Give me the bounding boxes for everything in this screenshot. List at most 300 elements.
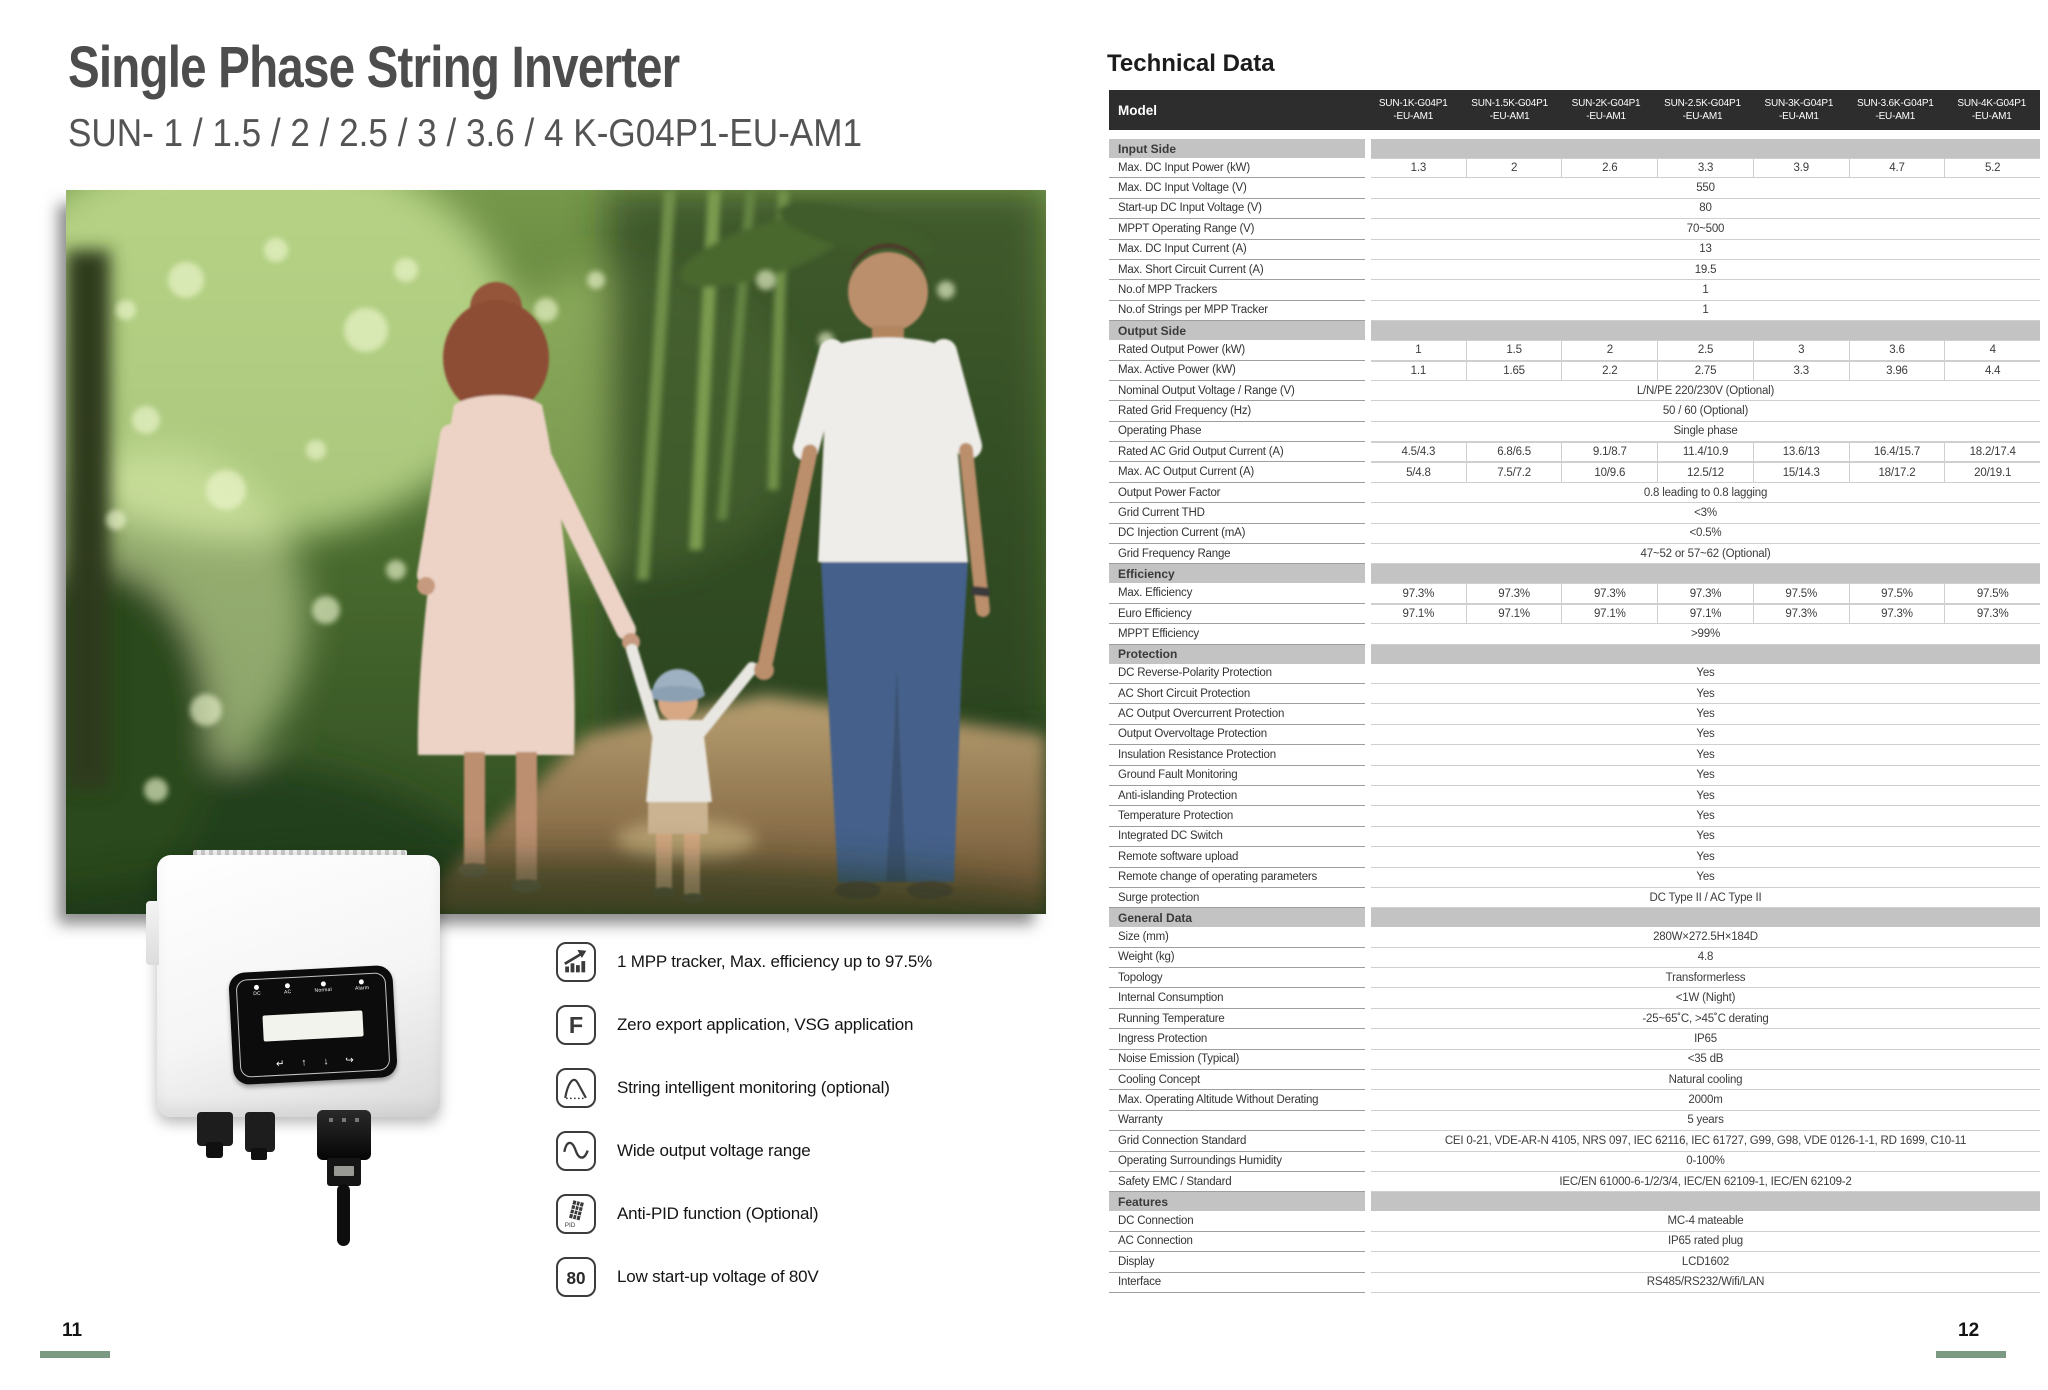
spec-values — [1371, 301, 2040, 321]
feature-item — [556, 1194, 1026, 1234]
spec-values — [1371, 1131, 2040, 1151]
forest-scene-illustration — [66, 190, 1046, 914]
spec-values — [1371, 381, 2040, 401]
model-name-line2: -EU-AM1 — [1682, 111, 1723, 122]
table-row — [1109, 544, 2040, 564]
spec-value-cell: DC Type II / AC Type II — [1649, 891, 1762, 904]
table-row — [1109, 888, 2040, 908]
spec-label-cell: Remote software upload — [1109, 847, 1365, 867]
table-row — [1109, 1152, 2040, 1172]
section-band — [1371, 908, 2040, 927]
table-row — [1109, 968, 2040, 988]
table-row — [1109, 422, 2040, 442]
spec-value-cell: 1.65 — [1466, 362, 1562, 380]
led-label: Normal — [314, 986, 333, 994]
family-photo — [66, 190, 1046, 914]
model-column-header — [1365, 90, 1461, 130]
spec-value-cell: 2 — [1561, 341, 1657, 359]
spec-value-cell: 0-100% — [1686, 1155, 1725, 1168]
page-subtitle: SUN- 1 / 1.5 / 2 / 2.5 / 3 / 3.6 / 4 K-G04P1-EU-AM1 — [68, 112, 862, 155]
model-column-header — [1654, 90, 1750, 130]
spec-label-cell: Euro Efficiency — [1109, 604, 1365, 624]
spec-value-cell: Yes — [1696, 667, 1715, 680]
spec-label-cell: MPPT Efficiency — [1109, 624, 1365, 644]
spec-values — [1371, 1232, 2040, 1252]
spec-label-cell: Output Power Factor — [1109, 483, 1365, 503]
led-indicator-dc — [253, 985, 261, 997]
letter-f-icon — [556, 1005, 596, 1045]
table-row — [1109, 827, 2040, 847]
spec-value-cell: 1.5 — [1466, 341, 1562, 359]
spec-values — [1371, 1050, 2040, 1070]
table-row — [1109, 1070, 2040, 1090]
feature-label: Anti-PID function (Optional) — [617, 1204, 819, 1223]
spec-value-cell: IP65 — [1694, 1032, 1717, 1045]
spec-value-cell: 97.3% — [1402, 587, 1435, 600]
spec-value-cell: Natural cooling — [1668, 1073, 1743, 1086]
spec-value-cell: 97.3% — [1849, 605, 1945, 623]
spec-label-cell: Rated Grid Frequency (Hz) — [1109, 401, 1365, 421]
spec-value-cell: >99% — [1691, 627, 1720, 640]
model-header-cell: Model — [1118, 102, 1157, 118]
svg-text:PID: PID — [564, 1222, 576, 1230]
table-row — [1109, 1111, 2040, 1131]
80-icon — [556, 1257, 596, 1297]
spec-label-cell: Operating Phase — [1109, 422, 1365, 442]
spec-label-cell: Weight (kg) — [1109, 948, 1365, 968]
spec-value-cell: Yes — [1696, 769, 1715, 782]
table-row — [1109, 868, 2040, 888]
spec-values — [1371, 361, 2040, 381]
spec-label-cell: Remote change of operating parameters — [1109, 868, 1365, 888]
table-row — [1109, 361, 2040, 381]
spec-values — [1371, 1273, 2040, 1293]
spec-value-cell: IEC/EN 61000-6-1/2/3/4, IEC/EN 62109-1, IEC/EN 62109-2 — [1559, 1175, 1852, 1188]
spec-value-cell: 15/14.3 — [1753, 463, 1849, 481]
led-dot — [254, 985, 259, 990]
spec-value-cell: 0.8 leading to 0.8 lagging — [1643, 486, 1768, 499]
table-row — [1109, 1090, 2040, 1110]
down-button-icon: ↓ — [323, 1056, 329, 1068]
panel-button-row — [251, 1055, 379, 1072]
spec-values — [1371, 704, 2040, 724]
section-label: Output Side — [1109, 321, 1365, 340]
spec-label-cell: Max. Efficiency — [1109, 583, 1365, 603]
spec-values — [1371, 503, 2040, 523]
table-row — [1109, 1009, 2040, 1029]
table-row — [1109, 340, 2040, 360]
spec-values — [1371, 745, 2040, 765]
spec-values — [1371, 544, 2040, 564]
page-title: Single Phase String Inverter — [68, 35, 680, 100]
spec-value-cell: Transformerless — [1665, 971, 1746, 984]
model-name-line2: -EU-AM1 — [1971, 111, 2012, 122]
section-header-row — [1109, 564, 2040, 583]
section-band — [1371, 564, 2040, 583]
spec-value-cell: Yes — [1696, 748, 1715, 761]
spec-value-cell: Single phase — [1673, 425, 1738, 438]
spec-value-cell: 97.1% — [1657, 605, 1753, 623]
spec-value-cell: 97.5% — [1753, 584, 1849, 602]
feature-label: Low start-up voltage of 80V — [617, 1267, 819, 1286]
table-row — [1109, 704, 2040, 724]
feature-item — [556, 1131, 1026, 1171]
spec-values — [1371, 1152, 2040, 1172]
table-row — [1109, 583, 2040, 603]
spec-values — [1371, 624, 2040, 644]
spec-value-cell: 47~52 or 57~62 (Optional) — [1640, 547, 1771, 560]
mpp-tracker-chart-icon — [556, 942, 596, 982]
spec-label-cell: Display — [1109, 1252, 1365, 1272]
spec-label-cell: Safety EMC / Standard — [1109, 1172, 1365, 1192]
spec-label-cell: Ingress Protection — [1109, 1029, 1365, 1049]
spec-values — [1371, 1029, 2040, 1049]
section-header-row — [1109, 321, 2040, 340]
table-row — [1109, 219, 2040, 239]
table-row — [1109, 725, 2040, 745]
model-name-line1: SUN-3.6K-G04P1 — [1856, 98, 1934, 109]
page-number-left: 11 — [62, 1320, 83, 1341]
spec-label-cell: MPPT Operating Range (V) — [1109, 219, 1365, 239]
page-number-right: 12 — [1958, 1320, 1980, 1341]
spec-value-cell: 2000m — [1688, 1094, 1723, 1107]
spec-values — [1371, 1090, 2040, 1110]
spec-values — [1371, 199, 2040, 219]
section-header-row — [1109, 645, 2040, 664]
section-label: Efficiency — [1109, 564, 1365, 583]
model-column-header — [1944, 90, 2040, 130]
spec-value-cell: 6.8/6.5 — [1466, 443, 1562, 461]
spec-value-cell: 3 — [1753, 341, 1849, 359]
lcd-screen — [262, 1010, 363, 1041]
inverter-product-image — [157, 855, 442, 1255]
spec-value-cell: 4.7 — [1849, 159, 1945, 177]
up-button-icon: ↑ — [301, 1057, 307, 1069]
spec-value-cell: 20/19.1 — [1944, 463, 2040, 481]
spec-label-cell: AC Output Overcurrent Protection — [1109, 704, 1365, 724]
table-header-row — [1109, 90, 2040, 130]
spec-values — [1371, 422, 2040, 442]
spec-values — [1371, 927, 2040, 947]
led-label: DC — [253, 990, 262, 998]
spec-value-cell: 5.2 — [1944, 159, 2040, 177]
ac-connector-pins — [329, 1118, 359, 1122]
spec-values — [1371, 1070, 2040, 1090]
spec-values — [1371, 786, 2040, 806]
table-row — [1109, 766, 2040, 786]
spec-value-cell: 97.5% — [1944, 584, 2040, 602]
spec-values — [1371, 1211, 2040, 1231]
spec-values — [1371, 158, 2040, 178]
spec-values — [1371, 988, 2040, 1008]
spec-value-cell: 10/9.6 — [1561, 463, 1657, 481]
table-row — [1109, 1273, 2040, 1293]
spec-value-cell: 4.8 — [1697, 951, 1714, 964]
spec-value-cell: 2.6 — [1561, 159, 1657, 177]
spec-label-cell: Grid Connection Standard — [1109, 1131, 1365, 1151]
spec-value-cell: MC-4 mateable — [1667, 1215, 1744, 1228]
table-row — [1109, 199, 2040, 219]
spec-label-cell: Insulation Resistance Protection — [1109, 745, 1365, 765]
spec-value-cell: LCD1602 — [1681, 1255, 1730, 1268]
spec-values — [1371, 178, 2040, 198]
spec-label-cell: No.of Strings per MPP Tracker — [1109, 301, 1365, 321]
spec-label-cell: Max. Short Circuit Current (A) — [1109, 260, 1365, 280]
spec-label-cell: Max. Active Power (kW) — [1109, 361, 1365, 381]
table-row — [1109, 158, 2040, 178]
spec-label-cell: Running Temperature — [1109, 1009, 1365, 1029]
dc-connector — [197, 1112, 233, 1146]
table-row — [1109, 1252, 2040, 1272]
table-row — [1109, 1029, 2040, 1049]
spec-values — [1371, 340, 2040, 360]
spec-label-cell: DC Reverse-Polarity Protection — [1109, 664, 1365, 684]
spec-value-cell: <3% — [1694, 506, 1717, 519]
feature-label: 1 MPP tracker, Max. efficiency up to 97.5% — [617, 952, 933, 971]
led-indicator-row — [247, 979, 375, 998]
model-name-line2: -EU-AM1 — [1779, 111, 1819, 122]
spec-value-cell: 97.3% — [1657, 584, 1753, 602]
spec-value-cell: 2.5 — [1657, 341, 1753, 359]
spec-value-cell: 280W×272.5H×184D — [1653, 930, 1758, 943]
table-row — [1109, 948, 2040, 968]
spec-values — [1371, 280, 2040, 300]
table-row — [1109, 624, 2040, 644]
spec-value-cell: 550 — [1696, 182, 1715, 195]
spec-label-cell: Internal Consumption — [1109, 988, 1365, 1008]
sine-wave-icon — [556, 1131, 596, 1171]
spec-label-cell: Topology — [1109, 968, 1365, 988]
ac-plug — [327, 1158, 361, 1186]
spec-value-cell: 1 — [1702, 284, 1709, 297]
led-label: AC — [283, 989, 292, 996]
spec-value-cell: Yes — [1696, 810, 1715, 823]
section-band — [1371, 321, 2040, 340]
spec-value-cell: 3.9 — [1753, 159, 1849, 177]
model-name-line1: SUN-4K-G04P1 — [1957, 98, 2027, 109]
feature-label: Zero export application, VSG application — [617, 1015, 914, 1034]
model-name-line1: SUN-1K-G04P1 — [1378, 98, 1448, 109]
spec-value-cell: 9.1/8.7 — [1561, 443, 1657, 461]
led-dot — [359, 979, 364, 984]
spec-value-cell: 4.5/4.3 — [1401, 446, 1436, 459]
model-name-line1: SUN-3K-G04P1 — [1764, 98, 1834, 109]
spec-label-cell: Nominal Output Voltage / Range (V) — [1109, 381, 1365, 401]
table-row — [1109, 1131, 2040, 1151]
spec-value-cell: 1 — [1415, 344, 1422, 357]
spec-value-cell: <35 dB — [1687, 1053, 1724, 1066]
table-row — [1109, 381, 2040, 401]
feature-item — [556, 1068, 1026, 1108]
spec-label-cell: Anti-islanding Protection — [1109, 786, 1365, 806]
spec-value-cell: 18/17.2 — [1849, 463, 1945, 481]
spec-label-cell: AC Short Circuit Protection — [1109, 684, 1365, 704]
spec-value-cell: 1.1 — [1410, 364, 1427, 377]
table-row — [1109, 786, 2040, 806]
spec-value-cell: Yes — [1696, 789, 1715, 802]
spec-label-cell: Interface — [1109, 1273, 1365, 1293]
section-header-row — [1109, 139, 2040, 158]
spec-label-cell: Noise Emission (Typical) — [1109, 1050, 1365, 1070]
led-dot — [285, 983, 290, 988]
spec-value-cell: <1W (Night) — [1675, 992, 1736, 1005]
table-row — [1109, 301, 2040, 321]
feature-item — [556, 1005, 1026, 1045]
table-row — [1109, 847, 2040, 867]
spec-values — [1371, 604, 2040, 624]
table-row — [1109, 1172, 2040, 1192]
table-row — [1109, 806, 2040, 826]
feature-item — [556, 942, 1026, 982]
section-band — [1371, 1192, 2040, 1211]
spec-label-cell: Grid Frequency Range — [1109, 544, 1365, 564]
table-row — [1109, 988, 2040, 1008]
section-label: General Data — [1109, 908, 1365, 927]
spec-value-cell: 3.3 — [1657, 159, 1753, 177]
spec-value-cell: 12.5/12 — [1657, 463, 1753, 481]
spec-value-cell: 16.4/15.7 — [1849, 443, 1945, 461]
table-row — [1109, 604, 2040, 624]
spec-value-cell: 13.6/13 — [1753, 443, 1849, 461]
table-row — [1109, 442, 2040, 462]
spec-label-cell: Temperature Protection — [1109, 806, 1365, 826]
table-row — [1109, 483, 2040, 503]
spec-value-cell: 97.3% — [1561, 584, 1657, 602]
table-row — [1109, 1211, 2040, 1231]
spec-value-cell: 3.96 — [1849, 362, 1945, 380]
string-monitoring-curve-icon — [556, 1068, 596, 1108]
spec-values — [1371, 766, 2040, 786]
spec-label-cell: Max. AC Output Current (A) — [1109, 462, 1365, 482]
section-header-row — [1109, 1192, 2040, 1211]
section-band — [1371, 139, 2040, 158]
spec-values — [1371, 1172, 2040, 1192]
spec-label-cell: Grid Current THD — [1109, 503, 1365, 523]
model-name-line1: SUN-2K-G04P1 — [1571, 98, 1641, 109]
spec-value-cell: 4.4 — [1944, 362, 2040, 380]
spec-values — [1371, 1009, 2040, 1029]
table-row — [1109, 401, 2040, 421]
panel-outline — [236, 972, 391, 1078]
spec-label-cell: Rated AC Grid Output Current (A) — [1109, 442, 1365, 462]
spec-value-cell: 7.5/7.2 — [1466, 463, 1562, 481]
spec-label-cell: AC Connection — [1109, 1232, 1365, 1252]
spec-label-cell: Max. Operating Altitude Without Derating — [1109, 1090, 1365, 1110]
model-name-line1: SUN-2.5K-G04P1 — [1664, 98, 1741, 109]
spec-value-cell: Yes — [1696, 687, 1715, 700]
spec-label-cell: Rated Output Power (kW) — [1109, 340, 1365, 360]
spec-value-cell: 97.1% — [1561, 605, 1657, 623]
spec-value-cell: 2.75 — [1657, 362, 1753, 380]
spec-value-cell: 19.5 — [1694, 263, 1717, 276]
spec-value-cell: 1 — [1702, 304, 1709, 317]
spec-value-cell: 5 years — [1687, 1114, 1724, 1127]
section-header-row — [1109, 908, 2040, 927]
spec-values — [1371, 1111, 2040, 1131]
spec-value-cell: 97.3% — [1466, 584, 1562, 602]
spec-value-cell: 97.3% — [1753, 605, 1849, 623]
spec-values — [1371, 462, 2040, 482]
model-name-line2: -EU-AM1 — [1489, 111, 1530, 122]
enter-button-icon: ↪ — [345, 1054, 355, 1067]
table-row — [1109, 280, 2040, 300]
technical-data-heading: Technical Data — [1107, 50, 1275, 77]
features-list — [556, 942, 1026, 1297]
spec-label-cell: Max. DC Input Voltage (V) — [1109, 178, 1365, 198]
model-name-line2: -EU-AM1 — [1586, 111, 1626, 122]
model-column-header — [1558, 90, 1654, 130]
model-column-header — [1751, 90, 1847, 130]
spec-values — [1371, 888, 2040, 908]
section-label: Input Side — [1109, 139, 1365, 158]
svg-text:F: F — [568, 1012, 584, 1039]
spec-value-cell: Yes — [1696, 728, 1715, 741]
anti-pid-panel-icon — [556, 1194, 596, 1234]
model-name-line1: SUN-1.5K-G04P1 — [1471, 98, 1548, 109]
spec-values — [1371, 847, 2040, 867]
feature-label: String intelligent monitoring (optional) — [617, 1078, 890, 1097]
svg-text:80: 80 — [566, 1268, 586, 1288]
spec-label-cell: Size (mm) — [1109, 927, 1365, 947]
spec-value-cell: 5/4.8 — [1406, 466, 1431, 479]
spec-value-cell: 11.4/10.9 — [1657, 443, 1753, 461]
spec-value-cell: L/N/PE 220/230V (Optional) — [1636, 384, 1775, 397]
spec-label-cell: Operating Surroundings Humidity — [1109, 1152, 1365, 1172]
led-dot — [320, 981, 325, 986]
spec-label-cell: Warranty — [1109, 1111, 1365, 1131]
spec-values — [1371, 827, 2040, 847]
inverter-display-panel — [228, 965, 398, 1085]
spec-value-cell: 4 — [1944, 341, 2040, 359]
spec-value-cell: 3.3 — [1753, 362, 1849, 380]
spec-value-cell: RS485/RS232/Wifi/LAN — [1646, 1276, 1765, 1289]
led-indicator-normal — [314, 981, 332, 994]
spec-values — [1371, 806, 2040, 826]
spec-value-cell: Yes — [1696, 830, 1715, 843]
table-row — [1109, 745, 2040, 765]
spec-value-cell: 97.1% — [1402, 608, 1435, 620]
table-body — [1109, 139, 2040, 1293]
spec-values — [1371, 948, 2040, 968]
spec-values — [1371, 524, 2040, 544]
ac-cable — [337, 1184, 350, 1246]
spec-values — [1371, 219, 2040, 239]
spec-value-cell: 97.3% — [1944, 605, 2040, 623]
spec-values — [1371, 401, 2040, 421]
spec-label-cell: Start-up DC Input Voltage (V) — [1109, 199, 1365, 219]
spec-value-cell: 18.2/17.4 — [1944, 443, 2040, 461]
spec-label-cell: Max. DC Input Current (A) — [1109, 240, 1365, 260]
model-name-line2: -EU-AM1 — [1393, 111, 1434, 122]
green-footer-bar-right — [1936, 1351, 2006, 1358]
spec-value-cell: Yes — [1696, 871, 1715, 884]
section-label: Features — [1109, 1192, 1365, 1211]
spec-label-cell: No.of MPP Trackers — [1109, 280, 1365, 300]
section-band — [1371, 645, 2040, 664]
spec-values — [1371, 684, 2040, 704]
spec-value-cell: <0.5% — [1689, 527, 1722, 540]
spec-values — [1371, 583, 2040, 603]
spec-values — [1371, 725, 2040, 745]
feature-label: Wide output voltage range — [617, 1141, 811, 1160]
spec-label-cell: Output Overvoltage Protection — [1109, 725, 1365, 745]
spec-value-cell: 2 — [1466, 159, 1562, 177]
spec-values — [1371, 260, 2040, 280]
spec-values — [1371, 240, 2040, 260]
table-row — [1109, 503, 2040, 523]
spec-value-cell: 1.3 — [1410, 162, 1427, 175]
spec-label-cell: Integrated DC Switch — [1109, 827, 1365, 847]
